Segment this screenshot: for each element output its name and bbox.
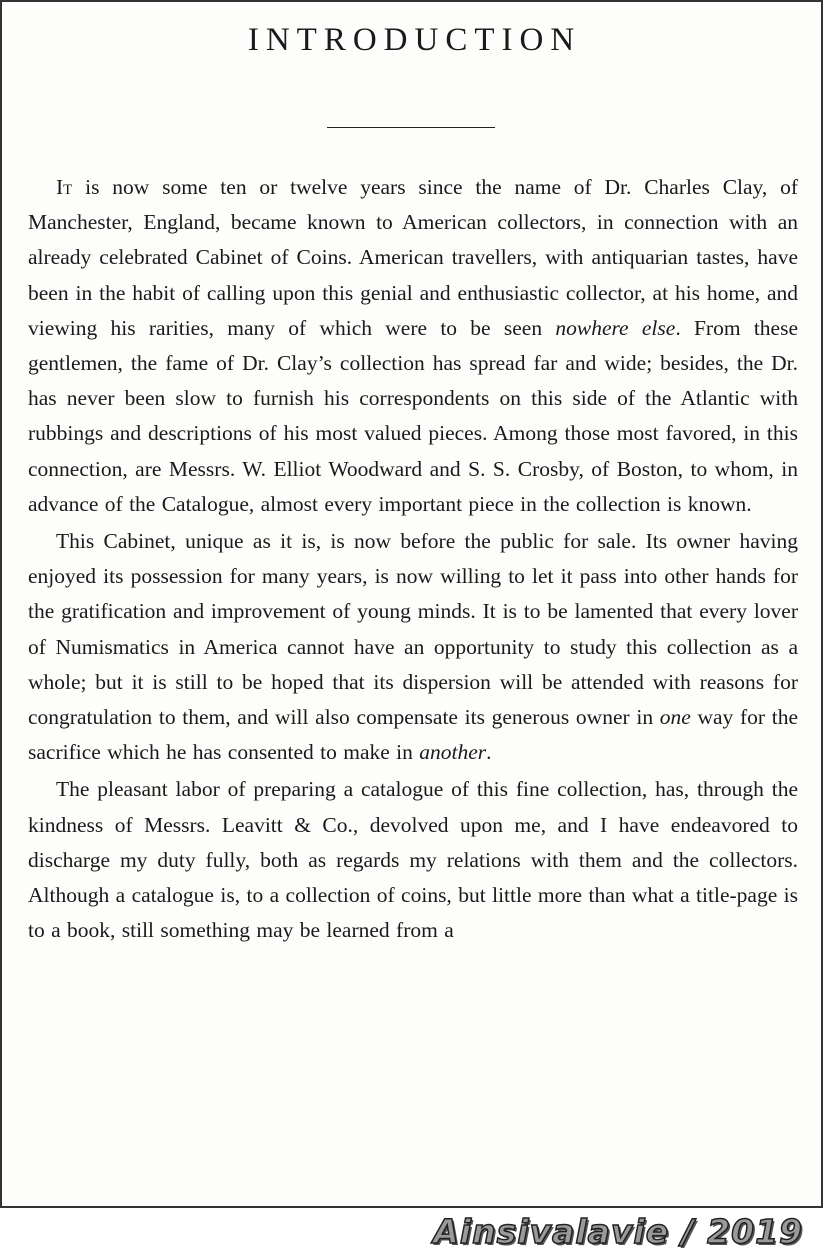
introduction-body bbox=[28, 170, 798, 948]
paragraph-2-text-a: This Cabinet, unique as it is, is now before the public for sale. Its owner having enjoyed its possession for many years, is now willing to let it pass into other hands for the gratification and improvement of young minds. It is to be lamented that every lover of Numismatics in America cannot have an opportunity to study this collection as a whole; but it is still to be hoped that its dispersion will be attended with reasons for congratulation to them, and will also compensate its generous owner in bbox=[28, 529, 798, 730]
paragraph-1-lead: It bbox=[56, 175, 73, 199]
paragraph-1-text-b: . From these gentlemen, the fame of Dr. Clay’s collection has spread far and wide; besides, the Dr. has never been slow to furnish his correspondents on this side of the Atlantic with rubbings and descriptions of his most valued pieces. Among those most favored, in this connection, are Messrs. W. Elliot Woodward and S. S. Crosby, of Boston, to whom, in advance of the Catalogue, almost every important piece in the collection is known. bbox=[28, 315, 798, 516]
watermark-signature: Ainsivalavie / 2019 bbox=[433, 1212, 803, 1251]
paragraph-1 bbox=[28, 170, 798, 522]
paragraph-1-text-a: is now some ten or twelve years since the name of Dr. Charles Clay, of Manchester, England, became known to American collectors, in connection with an already celebrated Cabinet of Coins. American travellers, with antiquarian tastes, have been in the habit of calling upon this genial and enthusiastic collector, at his home, and viewing his rarities, many of which were to be seen bbox=[28, 175, 798, 340]
paragraph-3 bbox=[28, 772, 798, 948]
title-divider-rule bbox=[327, 127, 495, 128]
paragraph-2-text-b: way for the sacrifice which he has consented to make in bbox=[28, 705, 798, 765]
page-title: INTRODUCTION bbox=[247, 22, 582, 58]
paragraph-2-italic-another: another bbox=[419, 740, 487, 765]
paragraph-2-italic-one: one bbox=[659, 705, 691, 730]
paragraph-2-text-c: . bbox=[486, 740, 492, 765]
paragraph-3-text: The pleasant labor of preparing a catalogue of this fine collection, has, through the kindness of Messrs. Leavitt & Co., devolved upon me, and I have endeavored to discharge my duty fully, both as regards my relations with them and the collectors. Although a catalogue is, to a collection of coins, but little more than what a title-page is to a book, still something may be learned from a bbox=[28, 777, 798, 943]
paragraph-1-italic-nowhere-else: nowhere else bbox=[555, 315, 676, 340]
paragraph-2 bbox=[28, 524, 798, 770]
